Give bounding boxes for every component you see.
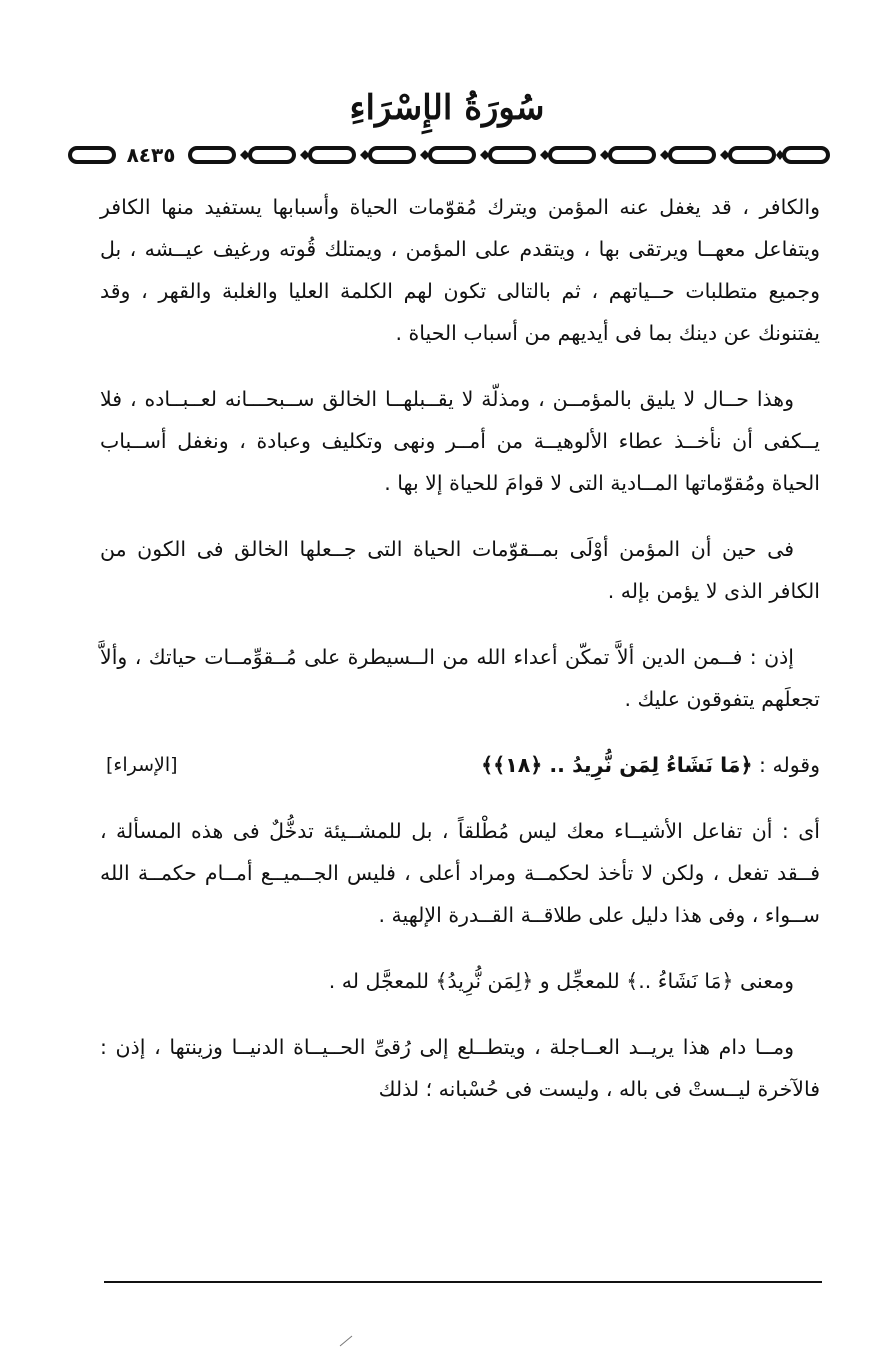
pen-mark (338, 1334, 356, 1348)
footer-rule (104, 1281, 822, 1283)
paragraph: إذن : فــمن الدين ألاَّ تمكّن أعداء الله من الــسيطرة على مُــقوِّمــات حياتك ، وألاَّ تجعلَهم يتفوقون عليك . (100, 645, 820, 711)
paragraph: والكافر ، قد يغفل عنه المؤمن ويترك مُقوّمات الحياة وأسبابها يستفيد منها الكافر ويتفاعل معهــا ويرتقى بها ، ويتقدم على المؤمن ، ويمتلك قُوته ورغيف عيــشه ، بل وجميع متطلبات حــياتهم ، ثم بالتالى تكون لهم الكلمة العليا والغلبة والقهر ، وقد يفتنونك عن دينك بما فى أيديهم من أسباب الحياة . (100, 195, 820, 345)
quote-prefix: وقوله : (759, 753, 820, 777)
quran-verse: ﴿مَا نَشَاءُ لِمَن نُّرِيدُ .. ﴿١٨﴾﴾ (481, 753, 753, 777)
surah-title: سُورَةُ الإِسْرَاءِ (349, 88, 545, 128)
paragraph: أى : أن تفاعل الأشيــاء معك ليس مُطْلقاً ، بل للمشــيئة تدخُّلٌ فى هذه المسألة ، فــقد تفعل ، ولكن لا تأخذ لحكمــة ومراد أعلى ، فليس الجــميــع أمــام حكمــة الله ســواء ، وفى هذا دليل على طلاقــة القــدرة الإلهية . (100, 819, 820, 927)
paragraph: ومــا دام هذا يريــد العــاجلة ، ويتطــلع إلى رُقىِّ الحــيــاة الدنيــا وزينتها ، إذن : فالآخرة ليــستْ فى باله ، وليست فى حُسْبانه ؛ لذلك (100, 1035, 820, 1101)
quote-text (481, 744, 820, 786)
paragraph: ومعنى ﴿مَا نَشَاءُ ..﴾ للمعجِّل و ﴿لِمَن نُّرِيدُ﴾ للمعجَّل له . (328, 969, 794, 993)
quran-quote-line (100, 744, 820, 786)
surah-reference: [الإسراء] (106, 754, 178, 776)
page-body-text (100, 186, 820, 1110)
page-number: ٨٤٣٥ (118, 143, 184, 167)
paragraph: فى حين أن المؤمن أوْلَى بمــقوّمات الحياة التى جــعلها الخالق فى الكون من الكافر الذى لا يؤمن بإله . (100, 537, 820, 603)
paragraph: وهذا حــال لا يليق بالمؤمــن ، ومذلّة لا يقــبلهــا الخالق ســبحـــانه لعــبــاده ، فلا يــكفى أن نأخــذ عطاء الألوهيــة من أمــر ونهى وتكليف وعبادة ، ونغفل أســباب الحياة ومُقوّماتها المــادية التى لا قوامَ للحياة إلا بها . (100, 387, 820, 495)
